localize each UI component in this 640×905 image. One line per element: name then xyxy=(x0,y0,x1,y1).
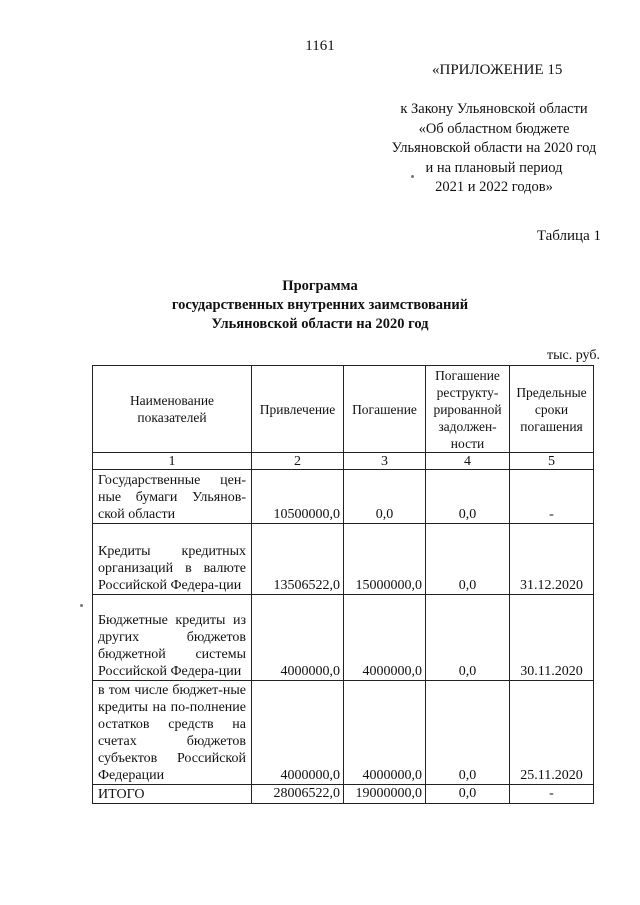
column-number: 2 xyxy=(252,453,344,470)
law-reference-line: Ульяновской области на 2020 год xyxy=(391,140,597,156)
row-deadline: - xyxy=(510,470,594,524)
row-restructured: 0,0 xyxy=(426,524,510,595)
total-restructured: 0,0 xyxy=(426,785,510,804)
page-number: 1161 xyxy=(305,38,335,54)
row-repayment: 0,0 xyxy=(344,470,426,524)
law-reference-line: к Закону Ульяновской области xyxy=(400,101,588,117)
row-attraction: 10500000,0 xyxy=(252,470,344,524)
row-restructured: 0,0 xyxy=(426,470,510,524)
table-row xyxy=(93,524,594,595)
heading-line: Ульяновской области на 2020 год xyxy=(211,316,429,332)
law-reference-line: «Об областном бюджете xyxy=(418,120,570,137)
heading-line: Программа xyxy=(282,278,358,294)
unit-label: тыс. руб. xyxy=(547,348,600,363)
header-cell-deadline: Предельные сроки погашения xyxy=(510,366,594,453)
row-deadline: 31.12.2020 xyxy=(510,524,594,595)
total-repayment: 19000000,0 xyxy=(344,785,426,804)
header-cell-restructured: Погашение реструкту-рированной задолжен-ности xyxy=(426,366,510,453)
row-repayment: 15000000,0 xyxy=(344,524,426,595)
heading-line: государственных внутренних заимствований xyxy=(171,297,469,313)
table-row xyxy=(93,470,594,524)
document-heading xyxy=(0,277,640,334)
row-deadline: 25.11.2020 xyxy=(510,681,594,785)
total-name: ИТОГО xyxy=(93,785,252,804)
row-repayment: 4000000,0 xyxy=(344,595,426,681)
row-restructured: 0,0 xyxy=(426,595,510,681)
row-restructured: 0,0 xyxy=(426,681,510,785)
law-reference-line: 2021 и 2022 годов» xyxy=(435,179,553,195)
total-row xyxy=(93,785,594,804)
table-label: Таблица 1 xyxy=(536,228,601,244)
row-attraction: 13506522,0 xyxy=(252,524,344,595)
borrowing-table xyxy=(92,365,594,804)
column-number: 4 xyxy=(426,453,510,470)
row-name: Кредиты кредитных организаций в валюте Российской Федера-ции xyxy=(93,524,252,595)
scan-speck xyxy=(80,604,83,607)
law-reference xyxy=(378,100,610,198)
row-deadline: 30.11.2020 xyxy=(510,595,594,681)
row-attraction: 4000000,0 xyxy=(252,595,344,681)
column-number: 3 xyxy=(344,453,426,470)
row-name: Государственные цен-ные бумаги Ульянов-ской области xyxy=(93,470,252,524)
row-name: в том числе бюджет-ные кредиты на по-полнение остатков средств на счетах бюджетов субъектов Российской Федерации xyxy=(93,681,252,785)
appendix-title: «ПРИЛОЖЕНИЕ 15 xyxy=(432,62,563,78)
header-cell-repayment: Погашение xyxy=(344,366,426,453)
table-row xyxy=(93,681,594,785)
column-number: 1 xyxy=(93,453,252,470)
row-repayment: 4000000,0 xyxy=(344,681,426,785)
total-attraction: 28006522,0 xyxy=(252,785,344,804)
table-row xyxy=(93,595,594,681)
header-row xyxy=(93,366,594,453)
law-reference-line: и на плановый период xyxy=(425,159,563,176)
header-cell-attraction: Привлечение xyxy=(252,366,344,453)
header-cell-name: Наименование показателей xyxy=(93,366,252,453)
scan-speck xyxy=(411,175,414,178)
row-name: Бюджетные кредиты из других бюджетов бюджетной системы Российской Федера-ции xyxy=(93,595,252,681)
row-attraction: 4000000,0 xyxy=(252,681,344,785)
column-number: 5 xyxy=(510,453,594,470)
column-number-row xyxy=(93,453,594,470)
total-deadline: - xyxy=(510,785,594,804)
